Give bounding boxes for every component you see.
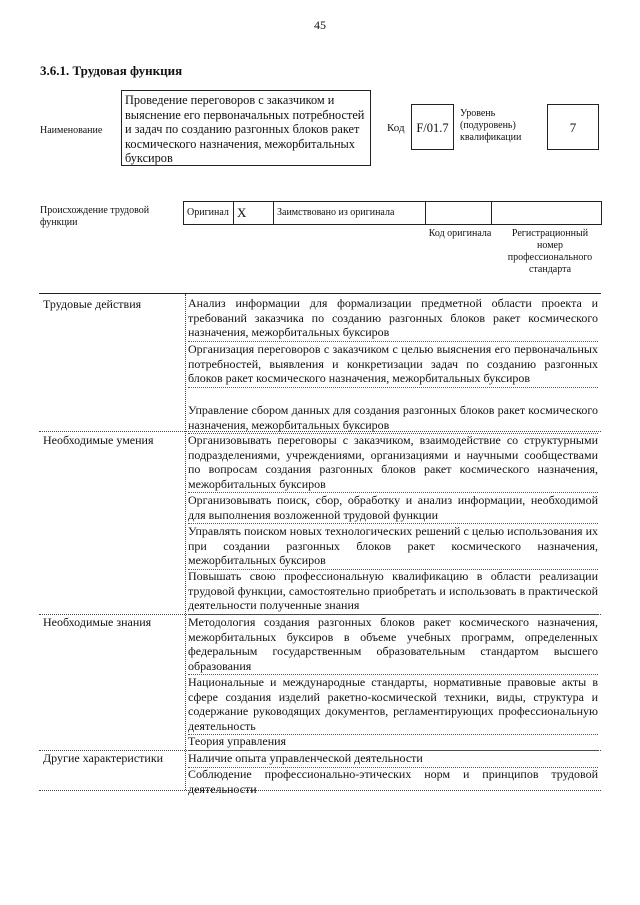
reg-number-cell (492, 202, 599, 224)
borrowed-label: Заимствовано из оригинала (274, 202, 426, 224)
table-row: Анализ информации для формализации предметной области проекта и требований заказчика по созданию разгонных блоков ракет космического назначения, межорбитальных буксиров (188, 296, 598, 342)
column-divider (185, 294, 186, 790)
level-value: 7 (547, 104, 599, 150)
table-row: Организация переговоров с заказчиком с целью выяснения его первоначальных потребностей, выявления и конкретизации задач по созданию разгонных блоков ракет космического назначения, межорбитальных буксиров (188, 342, 598, 388)
table-row: Управлять поиском новых технологических решений с целью использования их при создании разгонных блоков ракет космического назначения, межорбитальных буксиров (188, 524, 598, 570)
reg-number-caption: Регистрационный номер профессионального стандарта (507, 228, 593, 275)
code-original-caption: Код оригинала (428, 228, 492, 239)
code-original-cell (426, 202, 492, 224)
name-value: Проведение переговоров с заказчиком и выяснение его первоначальных потребностей и задач по созданию разгонных блоков ракет космического назначения, межорбитальных буксиров (121, 90, 371, 166)
category-label: Другие характеристики (43, 751, 164, 765)
original-mark: X (234, 202, 274, 224)
table-row: Национальные и международные стандарты, нормативные правовые акты в сфере создания изделий ракетно-космической техники, виды, структура и содержание руководящих документов, регламентирующих профессиональную деятельность (188, 675, 598, 735)
original-label: Оригинал (184, 202, 234, 224)
page-number: 45 (314, 18, 326, 32)
origin-row (183, 201, 602, 225)
code-value: F/01.7 (411, 104, 454, 150)
level-label: Уровень (подуровень) квалификации (460, 108, 522, 143)
category-divider (39, 431, 601, 432)
table-row: Методология создания разгонных блоков ракет космического назначения, межорбитальных буксиров в объеме учебных программ, определенных федеральным государственным образовательным стандартом высшего образования (188, 615, 598, 675)
category-label: Трудовые действия (43, 297, 142, 311)
table-row: Организовывать поиск, сбор, обработку и анализ информации, необходимой для выполнения возложенной трудовой функции (188, 493, 598, 524)
category-label: Необходимые умения (43, 433, 154, 447)
table-row: Организовывать переговоры с заказчиком, взаимодействие со структурными подразделениями, учреждениями, организациями и научными сообществами по вопросам создания разгонных блоков ракет космического назначения, межорбитальных буксиров (188, 433, 598, 493)
function-table (39, 293, 601, 796)
table-row: Теория управления (188, 734, 598, 751)
category-label: Необходимые знания (43, 615, 152, 629)
table-row: Соблюдение профессионально-этических норм и принципов трудовой деятельности (188, 767, 598, 796)
table-row: Повышать свою профессиональную квалификацию в области реализации трудовой функции, самостоятельно приобретать и использовать в практической деятельности полученные знания (188, 569, 598, 615)
table-row: Управление сбором данных для создания разгонных блоков ракет космического назначения, межорбитальных буксиров (188, 403, 598, 434)
section-title: 3.6.1. Трудовая функция (40, 63, 183, 78)
code-label: Код (387, 122, 405, 134)
table-row: Наличие опыта управленческой деятельности (188, 751, 598, 768)
origin-label: Происхождение трудовой функции (40, 205, 150, 228)
name-label: Наименование (40, 125, 103, 136)
